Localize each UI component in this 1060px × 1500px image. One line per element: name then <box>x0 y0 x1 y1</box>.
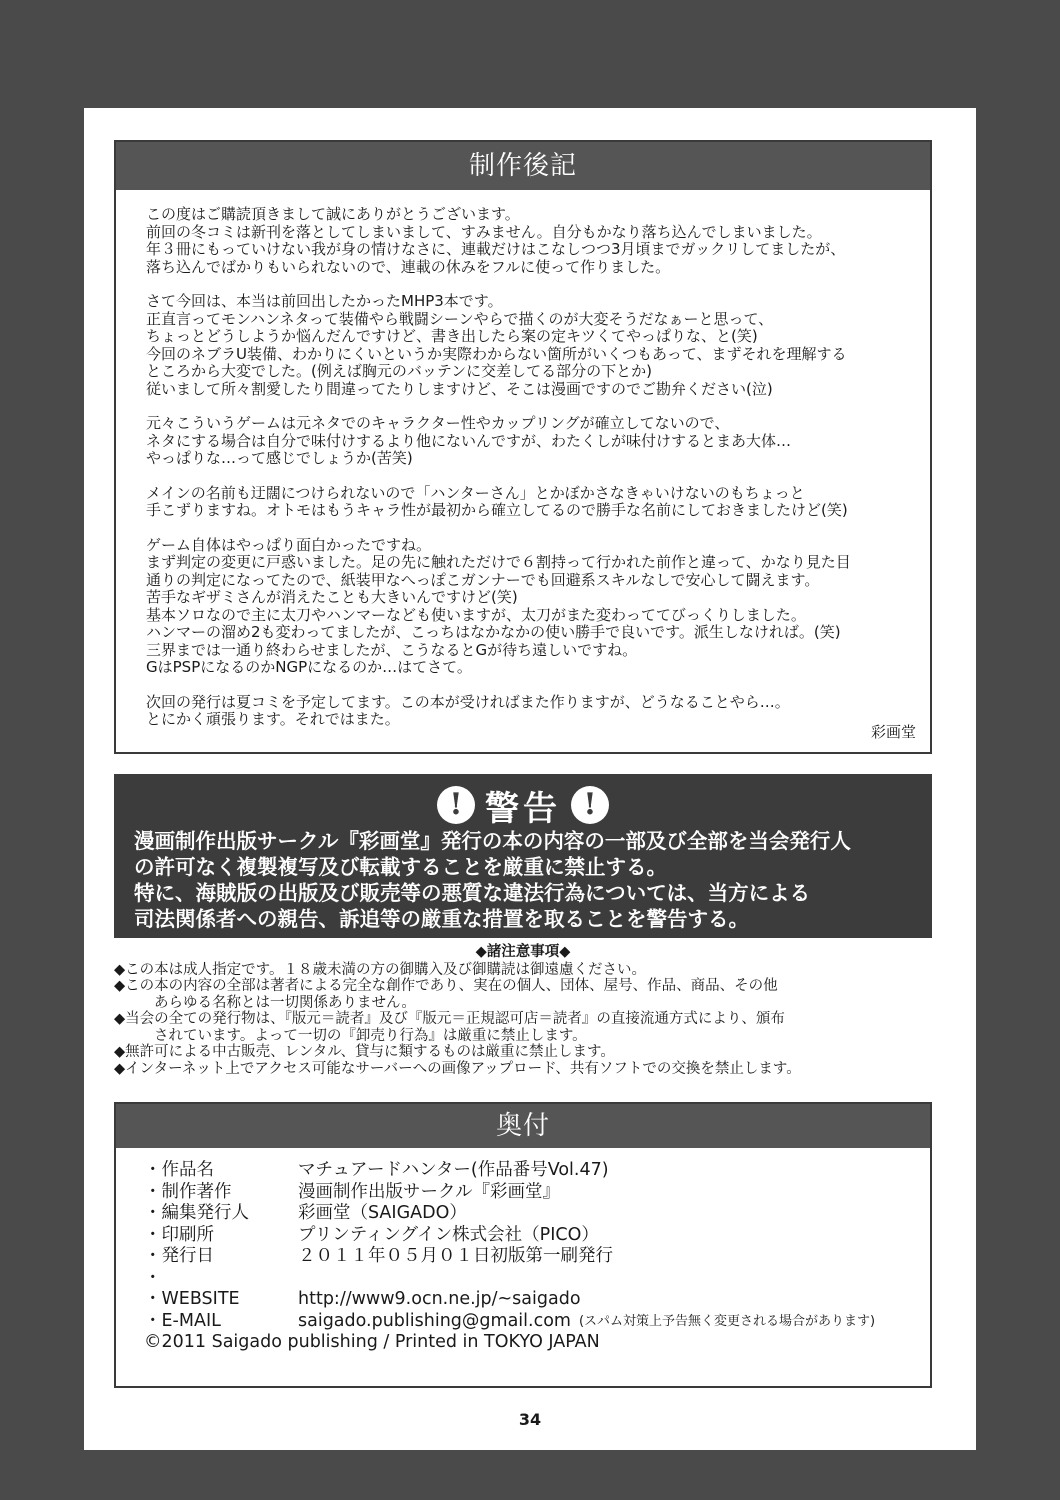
copyright: ©2011 Saigado publishing / Printed in TOKYO JAPAN <box>144 1332 600 1352</box>
afterword-line: まず判定の変更に戸惑いました。足の先に触れただけで６割持って行かれた前作と違って、かなり見た目 <box>146 553 851 571</box>
afterword-line: 年３冊にもっていけない我が身の情けなさに、連載だけはこなしつつ3月頃までガックリしてましたが、 <box>146 240 846 258</box>
afterword-paragraph <box>146 485 900 520</box>
warning-line: 漫画制作出版サークル『彩画堂』発行の本の内容の一部及び全部を当会発行人 <box>134 829 851 853</box>
warning-line: の許可なく複製複写及び転載することを厳重に禁止する。 <box>134 855 667 879</box>
afterword-line: 三界までは一通り終わらせましたが、こうなるとGが待ち遠しいですね。 <box>146 640 638 659</box>
afterword-box <box>114 140 932 754</box>
afterword-paragraph <box>146 415 900 468</box>
colophon-row: ・編集発行人 彩画堂（SAIGADO） <box>144 1203 467 1223</box>
email-address: saigado.publishing@gmail.com <box>298 1310 571 1331</box>
note-item: ◆当会の全ての発行物は、『版元＝読者』及び『版元＝正規認可店＝読者』の直接流通方式により、頒布 されています。よって一切の『卸売り行為』は厳重に禁止します。 <box>114 1011 785 1044</box>
afterword-line: 今回のネブラU装備、わかりにくいというか実際わからない箇所がいくつもあって、まずそれを理解する <box>146 344 847 363</box>
afterword-signature: 彩画堂 <box>870 723 916 741</box>
warning-line: 特に、海賊版の出版及び販売等の悪質な違法行為については、当方による <box>134 881 811 905</box>
afterword-paragraph <box>146 694 900 729</box>
note-item: ◆無許可による中古販売、レンタル、貸与に類するものは厳重に禁止します。 <box>114 1044 615 1060</box>
afterword-line: 次回の発行は夏コミを予定してます。この本が受ければまた作りますが、どうなることやら…。 <box>146 692 790 711</box>
afterword-line: 通りの判定になってたので、紙装甲なへっぽこガンナーでも回避系スキルなしで安心して闘えます。 <box>146 570 820 589</box>
website-link: http://www9.ocn.ne.jp/~saigado <box>298 1289 581 1309</box>
warning-header <box>134 782 912 828</box>
afterword-line: この度はご購読頂きまして誠にありがとうございます。 <box>146 205 520 223</box>
afterword-line: 元々こういうゲームは元ネタでのキャラクター性やカップリングが確立してないので、 <box>146 414 730 432</box>
note-item: ◆この本は成人指定です。１８歳未満の方の御購入及び御購読は御遠慮ください。 <box>114 961 646 978</box>
warning-body <box>134 828 912 932</box>
note-item: ◆この本の内容の全部は著者による完全な創作であり、実在の個人、団体、屋号、作品、商品、その他 あらゆる名称とは一切関係ありません。 <box>114 978 778 1011</box>
afterword-line: 正直言ってモンハンネタって装備やら戦闘シーンやらで描くのが大変そうだなぁーと思って、 <box>146 309 774 328</box>
afterword-line: 前回の冬コミは新刊を落としてしまいまして、すみません。自分もかなり落ち込んでしまいました。 <box>146 222 822 241</box>
afterword-line: GはPSPになるのかNGPになるのか…はてさて。 <box>146 658 472 676</box>
afterword-line: 苦手なギザミさんが消えたことも大きいんですけど(笑) <box>146 588 518 606</box>
afterword-line: ゲーム自体はやっぱり面白かったですね。 <box>146 535 432 554</box>
warning-title: 警告 <box>485 788 561 829</box>
colophon-row: ・制作著作 漫画制作出版サークル『彩画堂』 <box>144 1181 560 1202</box>
afterword-line: さて今回は、本当は前回出したかったMHP3本です。 <box>146 292 503 310</box>
afterword-line: ところから大変でした。(例えば胸元のバッテンに交差してる部分の下とか) <box>146 362 652 380</box>
afterword-paragraph <box>146 537 900 677</box>
notes-title: ◆諸注意事項◆ <box>475 944 571 960</box>
colophon-body <box>116 1148 930 1354</box>
afterword-line: やっぱりな…って感じでしょうか(苦笑) <box>146 449 413 467</box>
note-item: ◆インターネット上でアクセス可能なサーバーへの画像アップロード、共有ソフトでの交換を禁止します。 <box>114 1060 801 1077</box>
colophon-title: 奥付 <box>116 1104 930 1148</box>
afterword-title: 制作後記 <box>116 142 930 190</box>
document-page <box>84 108 976 1450</box>
warning-line: 司法関係者への親告、訴追等の厳重な措置を取ることを警告する。 <box>134 907 749 931</box>
afterword-line: 基本ソロなので主に太刀やハンマーなども使いますが、太刀がまた変わっててびっくりしました。 <box>146 605 806 624</box>
afterword-line: ネタにする場合は自分で味付けするより他にないんですが、わたくしが味付けするとまあ大体… <box>146 431 792 450</box>
colophon-row: ・作品名 マチュアードハンター(作品番号Vol.47) <box>144 1160 609 1180</box>
afterword-paragraph <box>146 293 900 398</box>
colophon-box <box>114 1102 932 1388</box>
colophon-row-website: ・WEBSITE http://www9.ocn.ne.jp/~saigado <box>144 1289 581 1309</box>
exclamation-icon: ! <box>437 786 475 824</box>
exclamation-icon: ! <box>571 786 609 824</box>
colophon-row: ・発行日 ２０１１年０５月０１日初版第一刷発行 <box>144 1246 613 1266</box>
afterword-line: ちょっとどうしようか悩んだんですけど、書き出したら案の定キツくてやっぱりな、と(笑) <box>146 327 758 345</box>
warning-box <box>114 774 932 938</box>
afterword-line: 従いまして所々割愛したり間違ってたりしますけど、そこは漫画ですのでご勘弁ください(泣) <box>146 379 773 398</box>
afterword-line: 落ち込んでばかりもいられないので、連載の休みをフルに使って作りました。 <box>146 257 671 276</box>
page-number: 34 <box>518 1410 542 1429</box>
afterword-line: ハンマーの溜め2も変わってましたが、こっちはなかなかの使い勝手で良いです。派生しなければ。(笑) <box>146 623 841 641</box>
colophon-row-email: ・E-MAIL saigado.publishing@gmail.com (スパム対策上予告無く変更される場合があります) <box>144 1310 876 1331</box>
notes-section <box>114 944 932 1094</box>
afterword-line: とにかく頑張ります。それではまた。 <box>146 710 400 728</box>
colophon-row: ・ <box>144 1267 162 1288</box>
afterword-body <box>116 190 930 729</box>
colophon-row: ・印刷所 プリンティングイン株式会社（PICO） <box>144 1224 599 1245</box>
afterword-line: 手こずりますね。オトモはもうキャラ性が最初から確立してるので勝手な名前にしておきましたけど(笑) <box>146 501 848 519</box>
afterword-line: メインの名前も迂闊につけられないので「ハンターさん」とかぼかさなきゃいけないのもちょっと <box>146 483 805 502</box>
afterword-paragraph <box>146 206 900 276</box>
